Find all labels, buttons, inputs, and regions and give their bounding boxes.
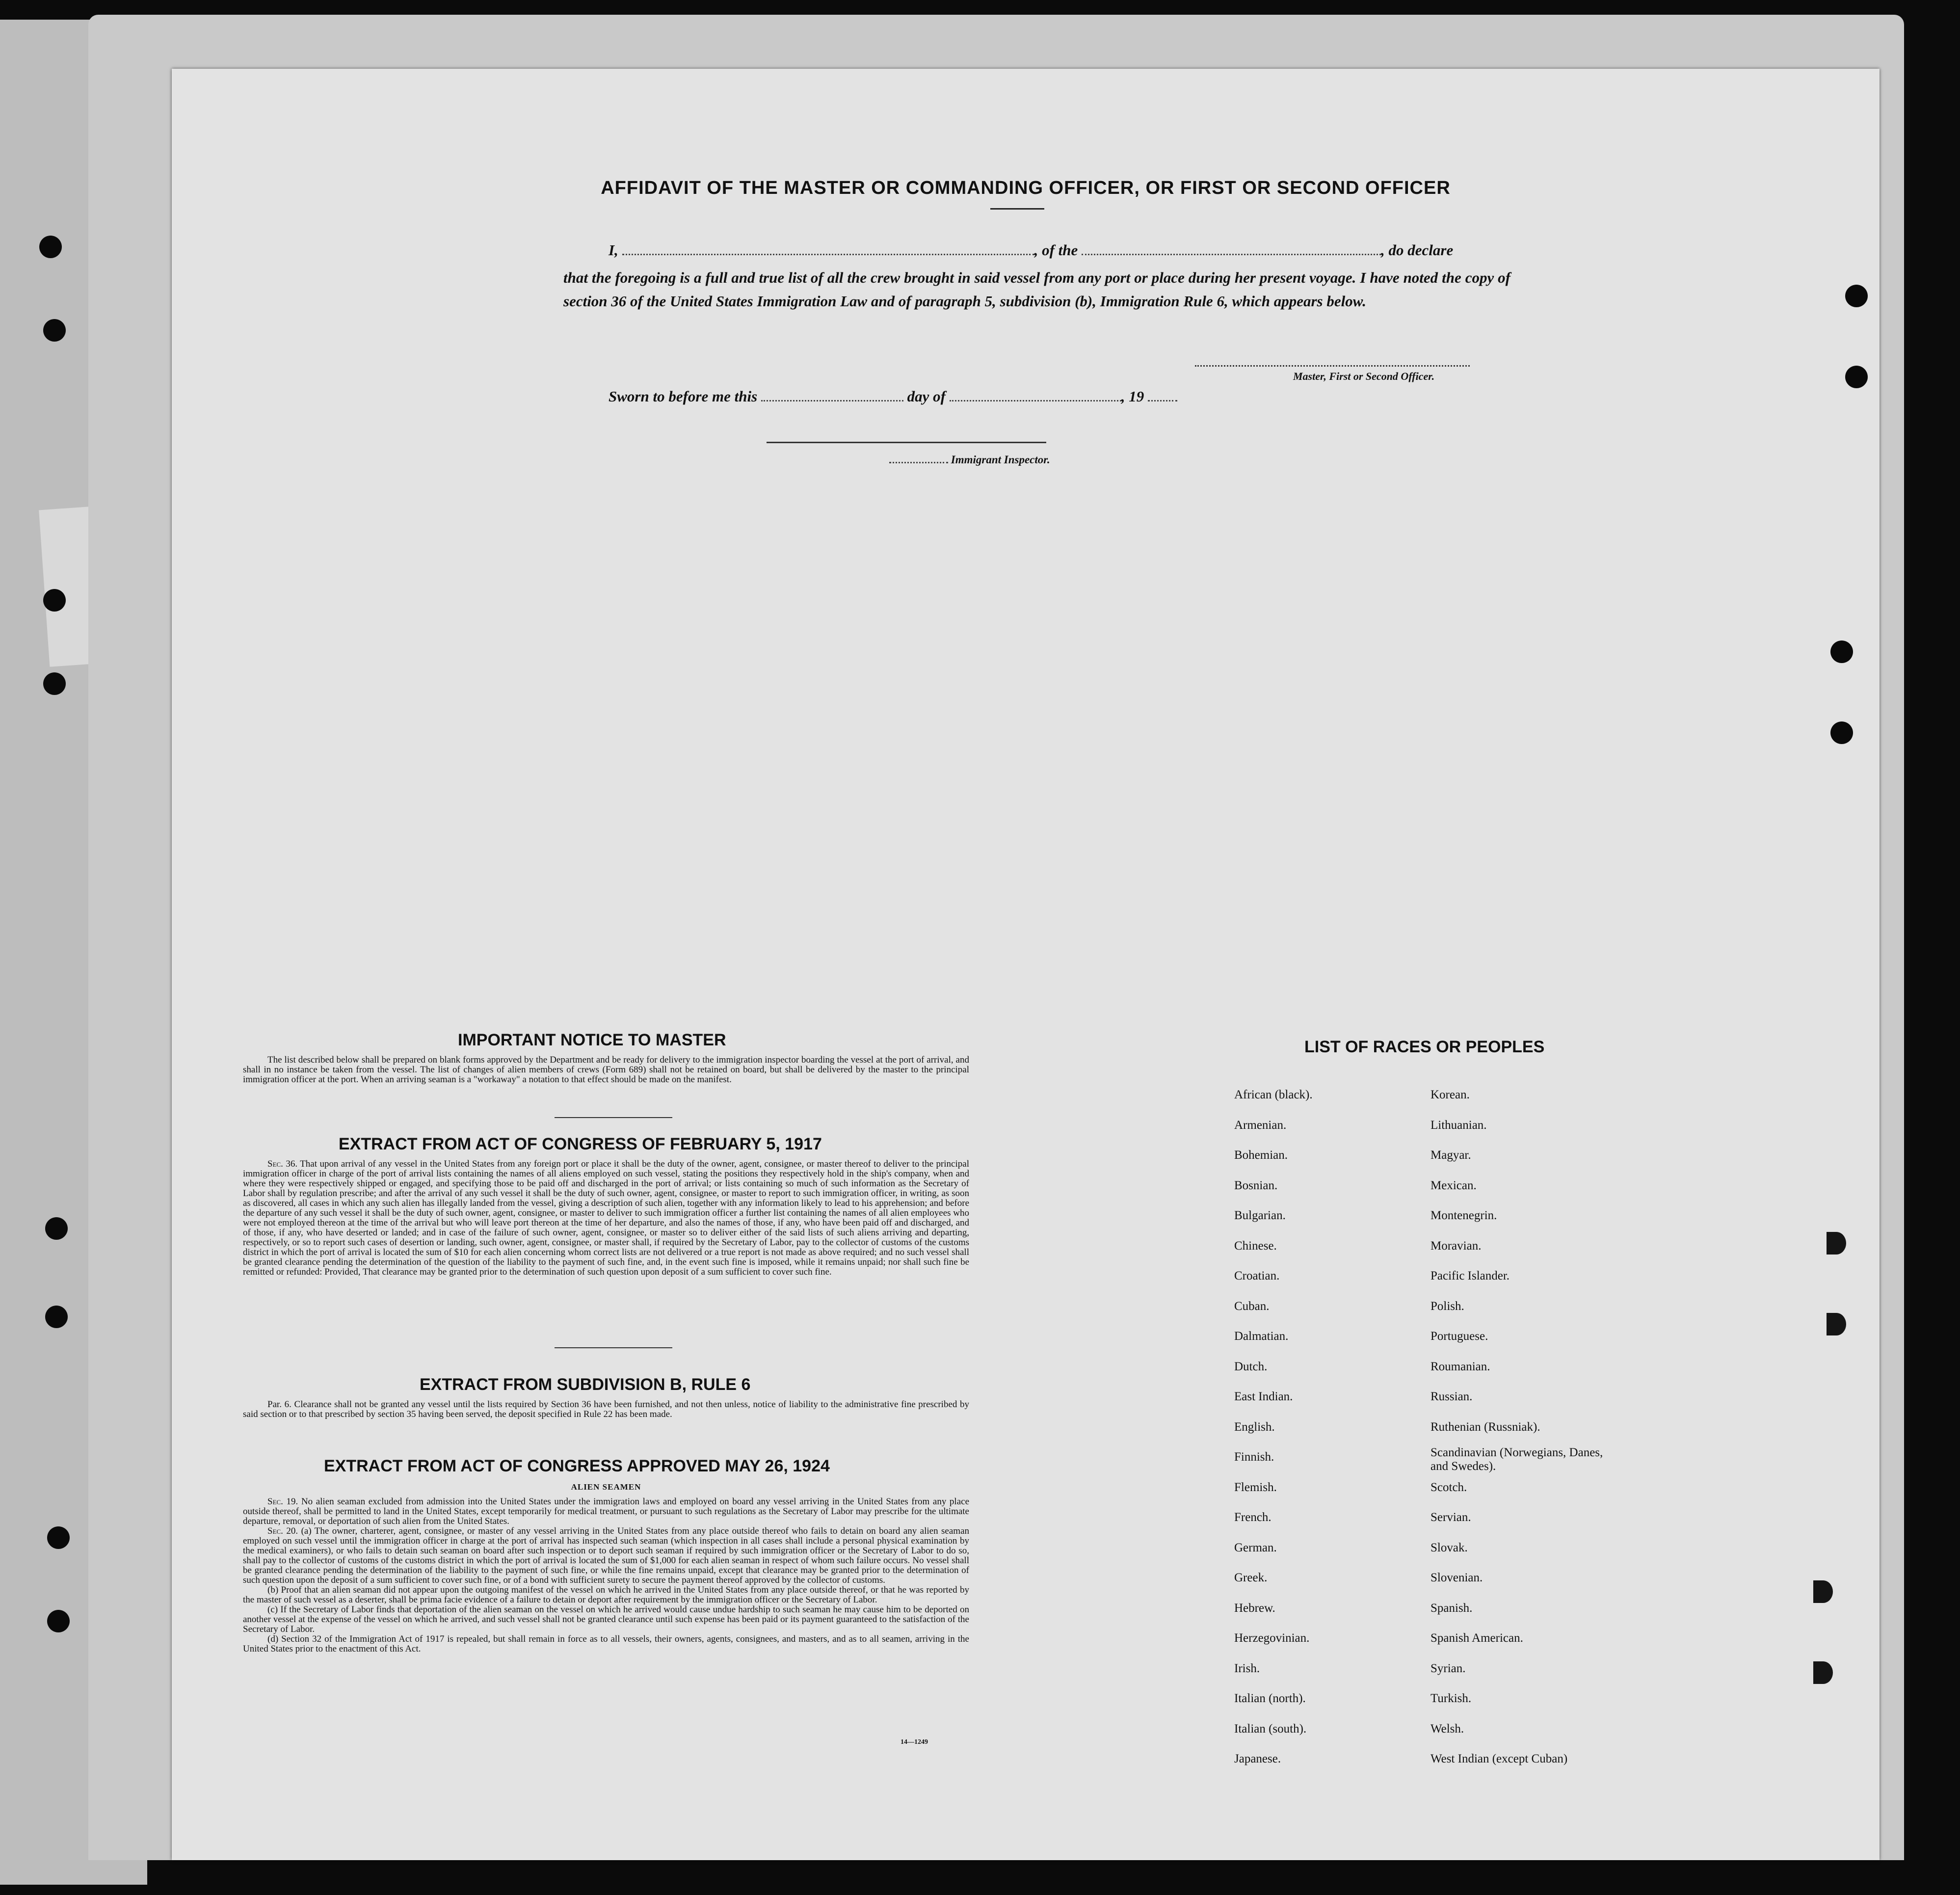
extract-1917-title: EXTRACT FROM ACT OF CONGRESS OF FEBRUARY 5, 1917 [339,1135,822,1153]
race-item: Slovak. [1430,1541,1468,1554]
race-item: Herzegovinian. [1234,1631,1310,1645]
race-item: Greek. [1234,1571,1268,1584]
master-signature-label: Master, First or Second Officer. [1293,370,1435,382]
race-item: West Indian (except Cuban) [1430,1752,1568,1765]
punch-hole [43,319,66,342]
race-item: Servian. [1430,1511,1471,1524]
declarant-name-blank[interactable] [622,250,1034,255]
race-item: Polish. [1430,1299,1464,1313]
race-item: Dutch. [1234,1360,1268,1373]
sworn-day-of: day of [907,388,946,405]
race-item: Italian (north). [1234,1692,1306,1705]
race-item: Italian (south). [1234,1722,1307,1735]
race-item: Dalmatian. [1234,1330,1289,1343]
punch-hole [47,1526,70,1549]
declaration-paragraph: that the foregoing is a full and true list of all the crew brought in said vessel from any port or place during her present voyage. I have noted the copy of section 36 of the United States Immigration Law and of paragraph 5, subdivision (b), Immigration Rule 6, which appears below. [563,269,1510,310]
race-item: Welsh. [1430,1722,1464,1735]
extract-1924-body [243,1497,969,1654]
race-item: Bohemian. [1234,1148,1288,1162]
of-the-label: , of the [1034,241,1078,259]
document-page [172,69,1880,1860]
race-item: Finnish. [1234,1450,1274,1464]
race-item: Korean. [1430,1088,1470,1101]
race-item: East Indian. [1234,1390,1293,1403]
notice-title: IMPORTANT NOTICE TO MASTER [458,1031,726,1049]
race-item: Lithuanian. [1430,1118,1487,1132]
race-item: Pacific Islander. [1430,1269,1510,1282]
race-item: Spanish American. [1430,1631,1523,1645]
section-rule [555,1117,672,1118]
race-item: Roumanian. [1430,1360,1490,1373]
master-signature-line[interactable] [1195,365,1470,368]
sec20d-text: (d) Section 32 of the Immigration Act of 1917 is repealed, but shall remain in force as to all vessels, their owners, agents, consignees, and masters, and as to all seamen, arriving in the United States prior to the enactment of this Act. [243,1634,969,1654]
extract-rule6-title: EXTRACT FROM SUBDIVISION B, RULE 6 [420,1375,751,1394]
race-item: Scotch. [1430,1480,1467,1494]
sec19-label: Sec. 19. [267,1496,298,1507]
race-item: French. [1234,1511,1271,1524]
race-item: German. [1234,1541,1277,1554]
sworn-month-blank[interactable] [950,396,1121,401]
race-item: Spanish. [1430,1601,1473,1615]
races-column-2 [1430,1080,1607,1774]
rule6-text: Par. 6. Clearance shall not be granted any vessel until the lists required by Section 36 have been furnished, and not then unless, notice of liability to the administrative fine prescribed by said section or to that prescribed by section 35 having been served, the deposit specified in Rule 22 has been made. [243,1399,969,1419]
declaration-line [609,241,1453,259]
sworn-year-prefix: , 19 [1121,388,1144,405]
punch-hole [45,1306,68,1328]
extract-1917-body [243,1159,969,1277]
race-item: African (black). [1234,1088,1313,1101]
sworn-year-blank[interactable] [1148,396,1177,401]
race-item: Bulgarian. [1234,1209,1286,1222]
sec20-label: Sec. 20. [267,1526,298,1536]
punch-hole [1830,641,1853,663]
sworn-prefix: Sworn to before me this [609,388,758,405]
race-item: Turkish. [1430,1692,1472,1705]
race-item: Ruthenian (Russniak). [1430,1420,1540,1434]
race-item: Moravian. [1430,1239,1482,1253]
race-item: Hebrew. [1234,1601,1275,1615]
race-item: Scandinavian (Norwegians, Danes, and Swedes). [1430,1446,1603,1473]
sec20c-text: (c) If the Secretary of Labor finds that deportation of the alien seaman on the vessel on which he arrived would cause undue hardship to such seaman he may cause him to be deported on another vessel at the expense of the vessel on which he arrived, and such vessel shall not be granted clearance until such expense has been paid or its payment guaranteed to the satisfaction of the Secretary of Labor. [243,1604,969,1634]
notice-text: The list described below shall be prepared on blank forms approved by the Department and be ready for delivery to the immigration inspector boarding the vessel at the port of arrival, and shall in no instance be taken from the vessel. The list of changes of alien members of crews (Form 689) shall not be retained on board, but shall be delivered by the master to the principal immigration officer at the port. When an arriving seaman is a "workaway" a notation to that effect should be made on the manifest. [243,1055,969,1085]
inspector-signature-label [889,454,1050,466]
punch-hole [43,589,66,612]
race-item: Mexican. [1430,1178,1477,1192]
sec20a-text: (a) The owner, charterer, agent, consignee, or master of any vessel arriving in the United States from any place outside thereof who fails to detain on board any alien seaman employed on such vessel until the immigration officer in charge at the port of arrival has inspected such seaman (which inspection in all cases shall include a personal physical examination by the medical examiners), or who fails to detain such seaman on board after such inspection or to deport such seaman if required by such immigration officer or the Secretary of Labor to do so, shall pay to the collector of customs of the customs district in which the port of arrival is located the sum of $1,000 for each alien seaman in respect of whom such failure occurs. No vessel shall be granted clearance pending the determination of the liability to the payment of such fine, or while the fine remains unpaid, except that clearance may be granted prior to the determination of such question upon the deposit of a sum sufficient to cover such fine, or of a bond with sufficient surety to secure the payment thereof approved by the collector of customs. [243,1526,970,1585]
race-item: Slovenian. [1430,1571,1483,1584]
affidavit-title: AFFIDAVIT OF THE MASTER OR COMMANDING OFFICER, OR FIRST OR SECOND OFFICER [601,178,1451,198]
race-item: Montenegrin. [1430,1209,1497,1222]
punch-hole [45,1217,68,1240]
punch-hole [1813,1580,1833,1603]
punch-hole [1845,285,1868,307]
race-item: English. [1234,1420,1275,1434]
sec20b-text: (b) Proof that an alien seaman did not appear upon the outgoing manifest of the vessel on which he arrived in the United States from any place outside thereof, or that he was reported by the master of such vessel as a deserter, shall be prima facie evidence of a failure to detain or deport after requirement by the immigration officer or the Secretary of Labor. [243,1585,969,1605]
extract-rule6-body [243,1400,969,1419]
race-item: Syrian. [1430,1661,1466,1675]
vessel-name-blank[interactable] [1082,250,1381,255]
sec36-label: Sec. 36. [267,1159,298,1169]
title-rule [990,208,1044,210]
inspector-label: Immigrant Inspector. [951,454,1050,466]
punch-hole [39,236,62,258]
race-item: Flemish. [1234,1480,1277,1494]
notice-body [243,1055,969,1085]
punch-hole [1827,1232,1846,1254]
races-column-1 [1234,1080,1313,1774]
race-item: Portuguese. [1430,1330,1488,1343]
race-item: Magyar. [1430,1148,1471,1162]
sec19-text: No alien seaman excluded from admission into the United States under the immigration laws and employed on board any vessel arriving in the United States from any place outside thereof, shall be permitted to land in the United States, except temporarily for medical treatment, or pursuant to such regulations as the Secretary of Labor may prescribe for the ultimate departure, removal, or deportation of such alien from the United States. [243,1496,969,1526]
race-item: Croatian. [1234,1269,1280,1282]
race-item: Bosnian. [1234,1178,1278,1192]
alien-seamen-subtitle: ALIEN SEAMEN [571,1482,641,1492]
race-item: Irish. [1234,1661,1260,1675]
inspector-signature-line[interactable] [767,442,1046,444]
declarant-prefix: I, [609,241,618,259]
races-title: LIST OF RACES OR PEOPLES [1304,1038,1545,1056]
punch-hole [43,672,66,695]
sworn-line [609,388,1177,405]
punch-hole [1845,366,1868,388]
punch-hole [1830,721,1853,744]
form-code: 14—1249 [901,1738,928,1746]
race-item: Chinese. [1234,1239,1277,1253]
punch-hole [1813,1661,1833,1684]
section-rule [555,1347,672,1348]
do-declare-label: , do declare [1381,241,1454,259]
sec36-text: That upon arrival of any vessel in the United States from any foreign port or place it shall be the duty of the owner, agent, consignee, or master thereof to deliver to the principal immigration officer in charge of the port of arrival lists containing the names of all aliens employed on such vessel, stating the positions they respectively hold in the ship's company, when and where they were respectively shipped or engaged, and specifying those to be paid off and discharged in the port of arrival; or lists containing so much of such information as the Secretary of Labor shall by regulation prescribe; and after the arrival of any such vessel it shall be the duty of such owner, agent, consignee, or master to report to such immigration officer, in writing, as soon as discovered, all cases in which any such alien has illegally landed from the vessel, giving a description of such alien, together with any information likely to lead to his apprehension; and before the departure of any such vessel it shall be the duty of such owner, agent, consignee, or master to deliver to such immigration officer a further list containing the names of all alien employees who were not employed thereon at the time of the arrival but who will leave port thereon at the time of her departure, and also the names of those, if any, who have been paid off and discharged, and of those, if any, who have deserted or landed; and in case of the failure of such owner, agent, consignee, or master so to deliver either of the said lists of such aliens arriving and departing, respectively, or so to report such cases of desertion or landing, such owner, agent, consignee, or master shall, if required by the Secretary of Labor, pay to the collector of customs of the customs district in which the port of arrival is located the sum of $10 for each alien concerning whom correct lists are not delivered or a true report is not made as above required; and no such vessel shall be granted clearance pending the determination of the question of the liability to the payment of such fine, and, in the event such fine is imposed, while it remains unpaid; nor shall such fine be remitted or refunded: Provided, That clearance may be granted prior to the determination of such question upon deposit of a sum sufficient to cover such fine. [243,1159,969,1277]
punch-hole [1827,1313,1846,1335]
punch-hole [47,1610,70,1632]
race-item: Armenian. [1234,1118,1287,1132]
race-item: Russian. [1430,1390,1473,1403]
inspector-dots [889,460,948,463]
race-item: Cuban. [1234,1299,1270,1313]
extract-1924-title: EXTRACT FROM ACT OF CONGRESS APPROVED MAY 26, 1924 [324,1457,830,1475]
race-item: Japanese. [1234,1752,1281,1765]
sworn-day-blank[interactable] [761,396,903,401]
